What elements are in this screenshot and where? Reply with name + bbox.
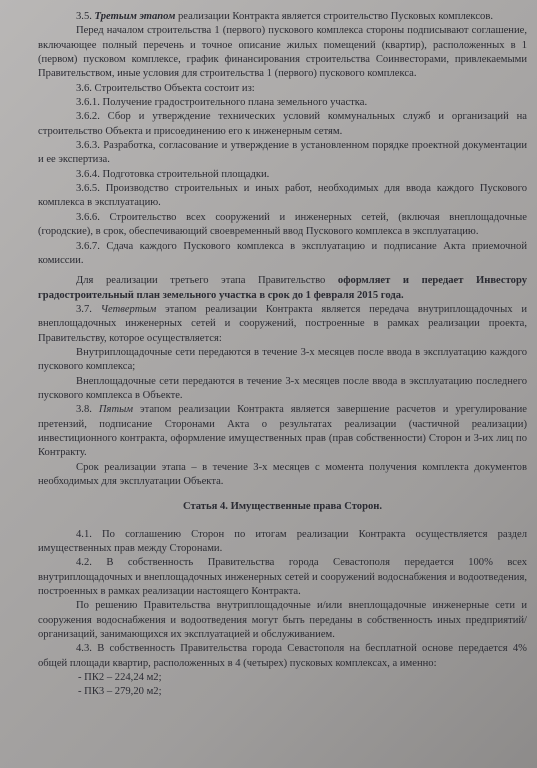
paragraph: 3.6.4. Подготовка строительной площадки. bbox=[76, 168, 270, 180]
paragraph: 3.6.7. Сдача каждого Пускового комплекса в эксплуатацию и подписание Акта приемочной комиссии. bbox=[38, 240, 527, 266]
paragraph: 3.6.5. Производство строительных и иных работ, необходимых для ввода каждого Пускового комплекса в эксплуатацию. bbox=[38, 183, 527, 209]
emphasis-text: Четвертым bbox=[100, 303, 157, 315]
document-page bbox=[38, 10, 527, 700]
list-item: - ПК3 – 279,20 м2; bbox=[78, 686, 162, 698]
paragraph: 3.6.2. Сбор и утверждение технических условий коммунальных служб и организаций на строительство Объекта и присоединению его к инженерным сетям. bbox=[38, 111, 527, 137]
paragraph: По решению Правительства внутриплощадочные и/или внеплощадочные инженерные сети и сооружения водоснабжения и водоотведения могут быть переданы в собственность иных предприятий/организаций, занимающихся их эксплуатацией и обслуживанием. bbox=[38, 600, 527, 641]
emphasis-text: Пятым bbox=[98, 404, 134, 416]
paragraph: Внеплощадочные сети передаются в течение 3-х месяцев после ввода в эксплуатацию последнего пускового комплекса в Объекте. bbox=[38, 375, 527, 401]
paragraph-3-7 bbox=[38, 303, 527, 346]
section-heading: Статья 4. Имущественные права Сторон. bbox=[182, 501, 383, 513]
paragraph-3-8 bbox=[38, 403, 527, 460]
paragraph-text: реализации Контракта является строительство Пусковых комплексов. bbox=[175, 11, 493, 22]
clause-number: 3.5. bbox=[76, 11, 95, 22]
paragraph: 4.3. В собственность Правительства города Севастополя на бесплатной основе передается 4% общей площади квартир, расположенных в 4 (четырех) пусковых комплексах, а именно: bbox=[38, 643, 527, 669]
paragraph: 4.1. По соглашению Сторон по итогам реализации Контракта осуществляется раздел имущественных прав между Сторонами. bbox=[38, 528, 527, 555]
paragraph: 4.2. В собственность Правительства города Севастополя передается 100% всех внутриплощадочных и внеплощадочных инженерных сетей и сооружений водоснабжения и водоотведения, построенных в рамках реализации настоящего Контракта. bbox=[38, 557, 527, 598]
paragraph: Перед началом строительства 1 (первого) пускового комплекса стороны подписывают соглашение, включающее полный перечень и точное описание жилых помещений (квартир), расположенных в 1 (первом) пусковом комплексе, график финансирования строительства Соинвесторами, привлекаемыми Правительством, иные условия для строительства 1 (первого) пускового комплекса. bbox=[38, 25, 527, 80]
paragraph: 3.6.1. Получение градостроительного плана земельного участка. bbox=[76, 97, 368, 109]
clause-number: 3.7. bbox=[76, 303, 101, 315]
paragraph-bold-note bbox=[38, 274, 527, 303]
paragraph: Срок реализации этапа – в течение 3-х месяцев с момента получения комплекта документов необходимых для эксплуатации Объекта. bbox=[38, 461, 527, 487]
paragraph: 3.6.6. Строительство всех сооружений и инженерных сетей, (включая внеплощадочные (городские), в срок, обеспечивающий своевременный ввод Пускового комплекса в эксплуатацию. bbox=[38, 211, 527, 238]
emphasis-text: Третьим этапом bbox=[94, 11, 176, 22]
paragraph-text: Для реализации третьего этапа Правительство bbox=[76, 275, 338, 287]
paragraph: 3.6. Строительство Объекта состоит из: bbox=[76, 82, 255, 94]
bold-text: оформляет и передает Инвестору градостроительный план земельного участка в срок до 1 февраля 2015 года. bbox=[38, 275, 527, 301]
paragraph-3-5 bbox=[38, 10, 527, 24]
paragraph-text: этапом реализации Контракта является завершение расчетов и урегулирование претензий, подписание Сторонами Акта о результатах реализации (частичной реализации) инвестиционного контракта, оформление имущественных прав (прав собственности) Сторон и 3-их лиц по Контракту. bbox=[38, 404, 527, 459]
paragraph-text: этапом реализации Контракта является передача внутриплощадочных и внеплощадочных инженерных сетей и сооружений, построенные в рамках реализации проекта, Правительству, которое осуществляется: bbox=[38, 303, 527, 344]
paragraph: 3.6.3. Разработка, согласование и утверждение в установленном порядке проектной документации и ее экспертиза. bbox=[38, 140, 527, 166]
paragraph: Внутриплощадочные сети передаются в течение 3-х месяцев после ввода в эксплуатацию каждого пускового комплекса; bbox=[38, 346, 527, 373]
list-item: - ПК2 – 224,24 м2; bbox=[78, 672, 162, 684]
clause-number: 3.8. bbox=[76, 404, 99, 416]
